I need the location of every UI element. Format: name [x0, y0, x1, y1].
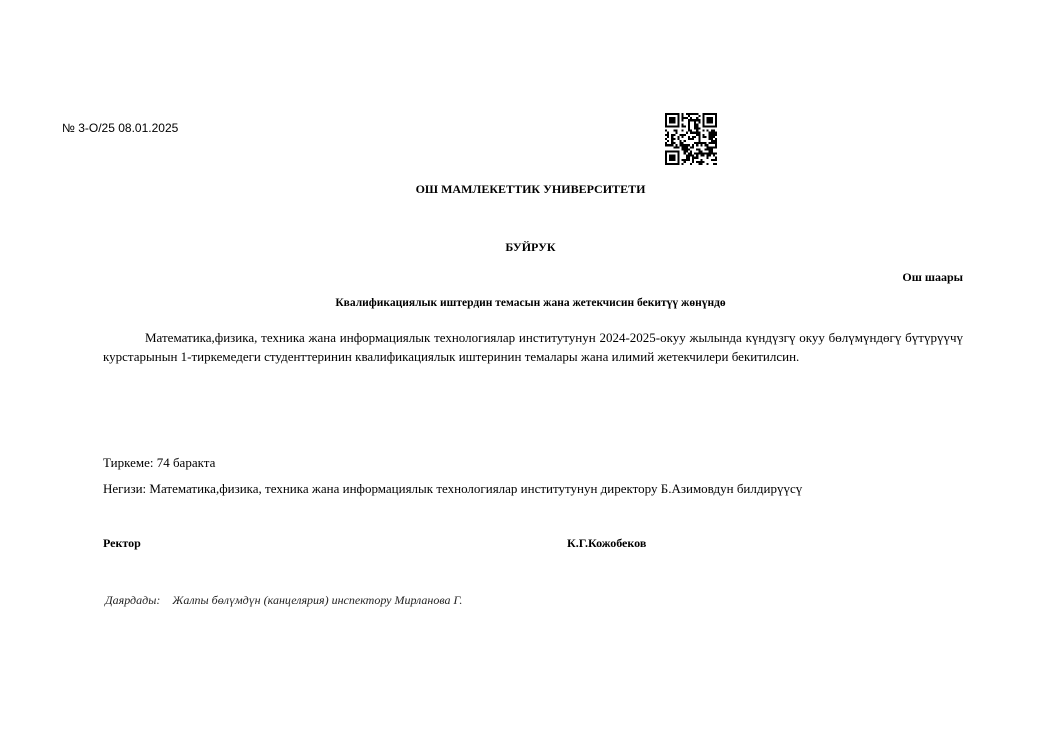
prepared-by-label: Даярдады:: [105, 593, 161, 607]
document-number: № 3-О/25 08.01.2025: [62, 121, 179, 135]
prepared-by-text: Жалпы бөлүмдүн (канцелярия) инспектору Мирланова Г.: [172, 593, 463, 607]
order-title: БУЙРУК: [505, 240, 556, 254]
basis-note: Негизи: Математика,физика, техника жана информациялык технологиялар институтунун директору Б.Азимовдун билдирүүсү: [103, 481, 803, 496]
prepared-by: [105, 593, 462, 608]
attachment-note: Тиркеме: 74 баракта: [103, 455, 216, 470]
city-name: Ош шаары: [902, 270, 963, 284]
university-name: ОШ МАМЛЕКЕТТИК УНИВЕРСИТЕТИ: [415, 182, 646, 196]
order-body: Математика,физика, техника жана информациялык технологиялар институтунун 2024-2025-окуу жылында күндүзгү окуу бөлүмүндөгү бүтүрүүчү курстарынын 1-тиркемедеги студенттеринин квалификациялык иштеринин темалары жана илимий жетекчилери бекитилсин.: [103, 330, 963, 364]
qr-code-icon: [665, 113, 717, 165]
order-subject: Квалификациялык иштердин темасын жана жетекчисин бекитүү жөнүндө: [335, 297, 726, 309]
signatory-name: К.Г.Кожобеков: [567, 536, 647, 550]
signatory-title: Ректор: [103, 536, 141, 550]
